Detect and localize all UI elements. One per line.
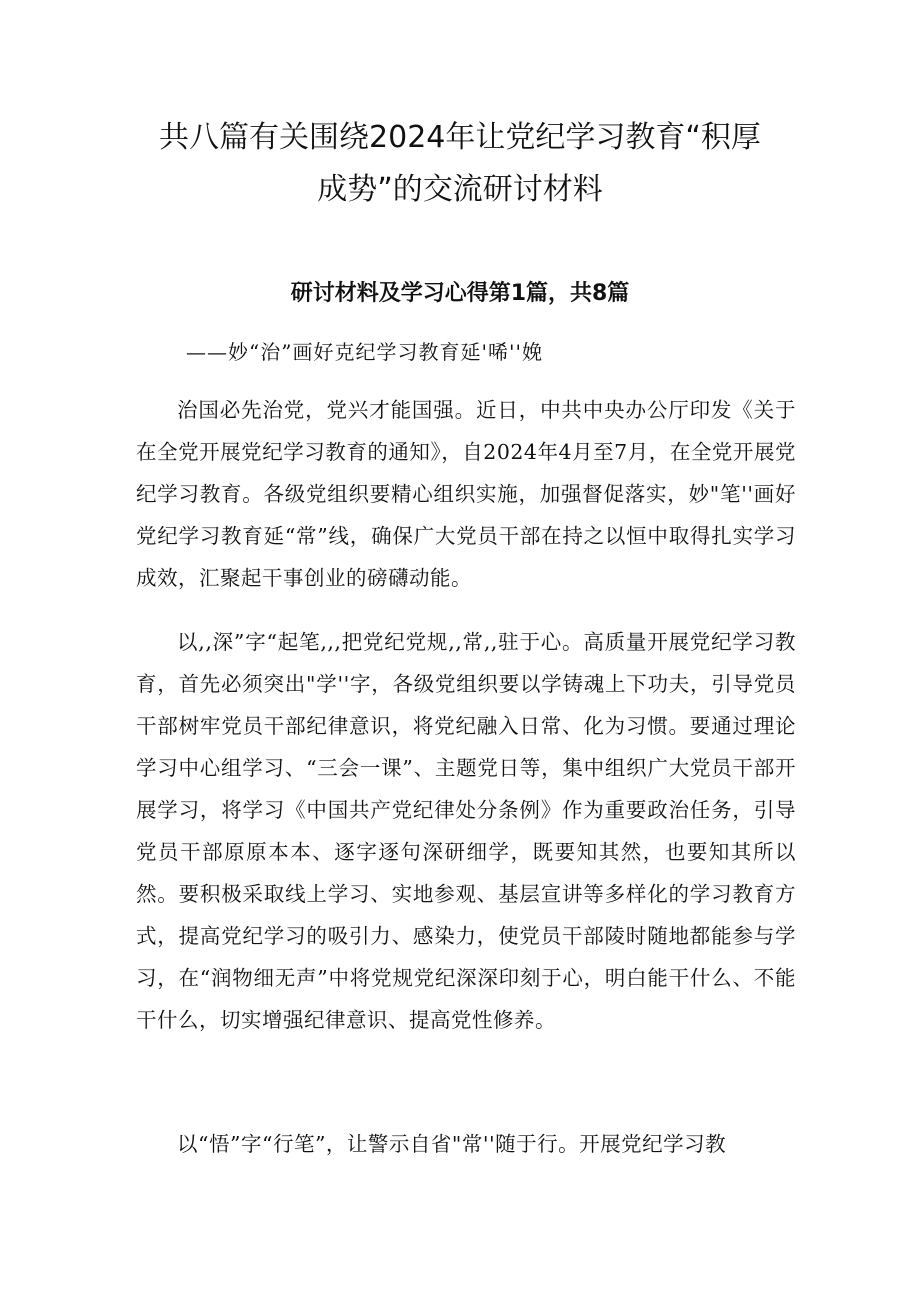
paragraph: 以“悟”字“行笔”，让警示自省"常''随于行。开展党纪学习教 — [177, 1132, 727, 1156]
document-title: 共八篇有关围绕2024年让党纪学习教育“积厚成势”的交流研讨材料 — [159, 120, 761, 207]
section-heading: 研讨材料及学习心得第1篇，共8篇 — [290, 281, 630, 306]
paragraph: 以,,深”字“起笔,,,把党纪党规,,常,,驻于心。高质量开展党纪学习教育，首先必须突出"学''字，各级党组织要以学铸魂上下功夫，引导党员干部树牢党员干部纪律意识，将党纪融入日常、化为习惯。要通过理论学习中心组学习、“三会一课”、主题党日等，集中组织广大党员干部开展学习，将学习《中国共产党纪律处分条例》作为重要政治任务，引导党员干部原原本本、逐字逐句深研细学，既要知其然，也要知其所以然。要积极采取线上学习、实地参观、基层宣讲等多样化的学习教育方式，提高党纪学习的吸引力、感染力，使党员干部陵时随地都能参与学习，在“润物细无声”中将党规党纪深深印刻于心，明白能干什么、不能干什么，切实增强纪律意识、提高党性修养。 — [136, 630, 796, 1032]
sub-heading: ——妙“治”画好克纪学习教育延'唏''娩 — [186, 340, 543, 364]
paragraph: 治国必先治党，党兴才能国强。近日，中共中央办公厅印发《关于在全党开展党纪学习教育的通知》，自2024年4月至7月，在全党开展党纪学习教育。各级党组织要精心组织实施，加强督促落实，妙"笔''画好党纪学习教育延“常”线，确保广大党员干部在持之以恒中取得扎实学习成效，汇聚起干事创业的磅礴动能。 — [136, 398, 796, 590]
